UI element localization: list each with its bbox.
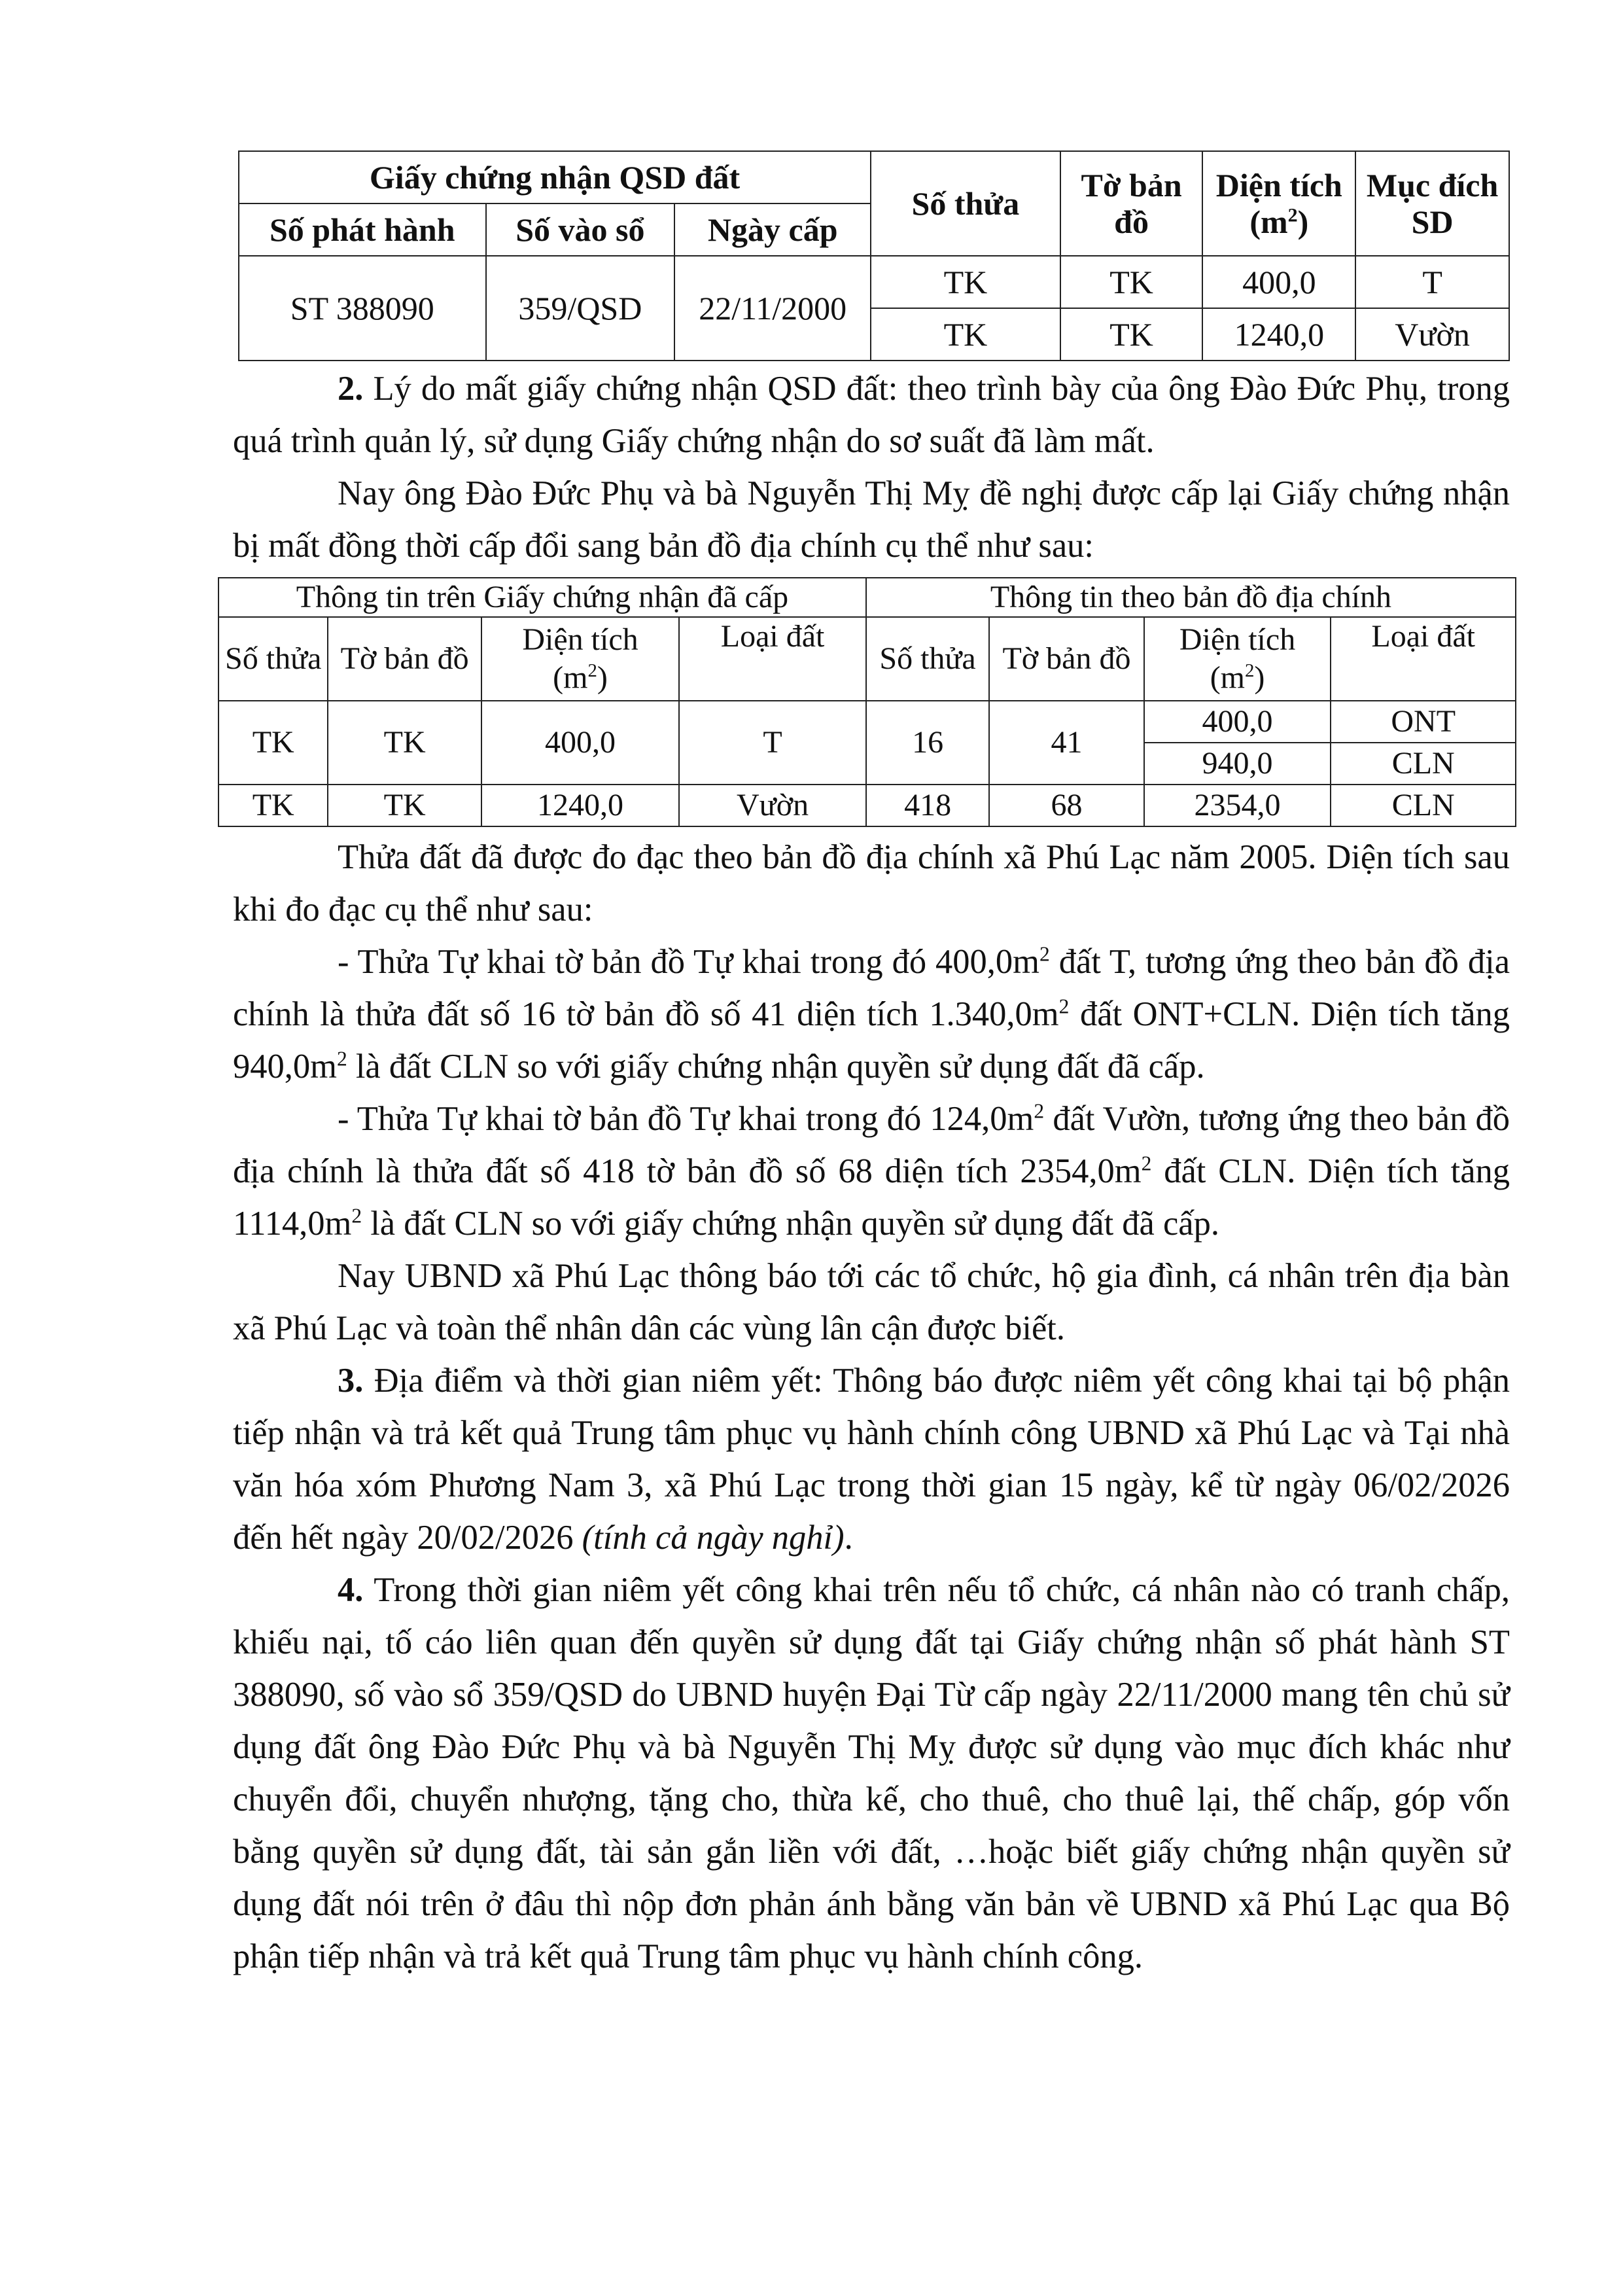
unit-sup: 2 [587,660,597,681]
table-cell: T [1355,256,1509,308]
table-cell: 16 [866,701,989,785]
col-dien-tich-label: Diện tích [1179,622,1296,657]
table-cell: CLN [1331,785,1516,826]
bullet-2-text-d: là đất CLN so với giấy chứng nhận quyền sử dụng đất đã cấp. [362,1205,1219,1243]
bullet-2-text-a: - Thửa Tự khai tờ bản đồ Tự khai trong đó 124,0m [338,1100,1034,1138]
table-cell: TK [328,785,481,826]
table-cell: TK [218,785,328,826]
col-dien-tich-label: Diện tích [1215,167,1342,203]
so-vao-so-value: 359/QSD [486,256,675,361]
document-page [225,150,1510,1983]
col-so-vao-so: Số vào sổ [486,203,675,256]
paragraph-4 [233,1564,1510,1983]
sup-2: 2 [1039,942,1050,966]
certificate-table [238,150,1510,361]
unit-pre: (m [553,660,588,695]
unit-post: ) [1254,660,1265,695]
table-cell: Vườn [1355,308,1509,361]
sup-2: 2 [1058,995,1070,1018]
bullet-1-text-c: đất ONT+CLN. Diện tích tăng 940,0m [233,995,1510,1086]
paragraph-4-text: Trong thời gian niêm yết công khai trên nếu tổ chức, cá nhân nào có tranh chấp, khiếu nại, tố cáo liên quan đến quyền sử dụng đất tại Giấy chứng nhận số phát hành ST 388090, số vào sổ 359/QSD do UBND huyện Đại Từ cấp ngày 22/11/2000 mang tên chủ sử dụng đất ông Đào Đức Phụ và bà Nguyễn Thị Mỵ được sử dụng vào mục đích khác như chuyển đổi, chuyển nhượng, tặng cho, thừa kế, cho thuê, cho thuê lại, thế chấp, góp vốn bằng quyền sử dụng đất, tài sản gắn liền với đất, …hoặc biết giấy chứng nhận quyền sử dụng đất nói trên ở đâu thì nộp đơn phản ánh bằng văn bản về UBND xã Phú Lạc qua Bộ phận tiếp nhận và trả kết quả Trung tâm phục vụ hành chính công. [233,1571,1510,1975]
col-loai-dat: Loại đất [679,617,866,701]
group-certificate-info: Thông tin trên Giấy chứng nhận đã cấp [218,578,866,617]
unit-sup: 2 [1245,660,1255,681]
unit-sup: 2 [1287,204,1298,226]
paragraph-survey: Thửa đất đã được đo đạc theo bản đồ địa chính xã Phú Lạc năm 2005. Diện tích sau khi đo đạc cụ thể như sau: [233,838,1510,928]
table-cell: ONT [1331,701,1516,743]
col-dien-tich [1202,151,1355,256]
col-bd-to-ban-do: Tờ bản đồ [989,617,1143,701]
table-cell: TK [871,256,1060,308]
paragraph-3 [233,1354,1510,1564]
bullet-1 [233,936,1510,1093]
paragraph-3-italic: (tính cả ngày nghỉ) [582,1519,845,1557]
table-cell: TK [1060,308,1203,361]
certificate-group-header: Giấy chứng nhận QSD đất [239,151,871,203]
col-to-ban-do: Tờ bản đồ [1060,151,1203,256]
paragraph-request: Nay ông Đào Đức Phụ và bà Nguyễn Thị Mỵ đề nghị được cấp lại Giấy chứng nhận bị mất đồng thời cấp đổi sang bản đồ địa chính cụ thể như sau: [233,474,1510,565]
table-cell: 1240,0 [481,785,679,826]
col-ngay-cap: Ngày cấp [674,203,871,256]
ngay-cap-value: 22/11/2000 [674,256,871,361]
cadastral-table [218,577,1516,827]
so-phat-hanh-value: ST 388090 [239,256,486,361]
paragraph-4-number: 4. [338,1571,364,1609]
col-bd-loai-dat: Loại đất [1331,617,1516,701]
sup-2: 2 [336,1047,347,1070]
group-cadastral-info: Thông tin theo bản đồ địa chính [866,578,1516,617]
col-to-ban-do: Tờ bản đồ [328,617,481,701]
col-muc-dich: Mục đích SD [1355,151,1509,256]
paragraph-3-end: . [844,1519,853,1557]
table-cell: CLN [1331,743,1516,785]
unit-pre: (m [1249,203,1288,240]
bullet-1-text-a: - Thửa Tự khai tờ bản đồ Tự khai trong đó 400,0m [338,943,1040,981]
col-so-thua: Số thửa [218,617,328,701]
sup-2: 2 [351,1204,362,1227]
table-cell: 2354,0 [1144,785,1331,826]
table-cell: TK [871,308,1060,361]
col-dien-tich-label: Diện tích [522,622,638,657]
table-cell: 68 [989,785,1143,826]
table-cell: TK [328,701,481,785]
col-so-thua: Số thửa [871,151,1060,256]
paragraph-3-text: Địa điểm và thời gian niêm yết: Thông báo được niêm yết công khai tại bộ phận tiếp nhận và trả kết quả Trung tâm phục vụ hành chính công UBND xã Phú Lạc và Tại nhà văn hóa xóm Phương Nam 3, xã Phú Lạc trong thời gian 15 ngày, kể từ ngày 06/02/2026 đến hết ngày 20/02/2026 [233,1362,1510,1557]
table-cell: 418 [866,785,989,826]
sup-2: 2 [1034,1099,1045,1123]
table-cell: 400,0 [1202,256,1355,308]
table-row [239,256,1509,308]
bullet-2-text-c: đất CLN. Diện tích tăng 1114,0m [233,1152,1510,1243]
table-cell: T [679,701,866,785]
col-so-phat-hanh: Số phát hành [239,203,486,256]
unit-pre: (m [1210,660,1246,695]
table-row [218,785,1516,826]
table-cell: 400,0 [481,701,679,785]
bullet-2 [233,1093,1510,1250]
paragraph-notice: Nay UBND xã Phú Lạc thông báo tới các tổ chức, hộ gia đình, cá nhân trên địa bàn xã Phú Lạc và toàn thể nhân dân các vùng lân cận được biết. [233,1257,1510,1347]
bullet-2-text-b: đất Vườn, tương ứng theo bản đồ địa chính là thửa đất số 418 tờ bản đồ số 68 diện tích 2354,0m [233,1100,1510,1190]
table-cell: 400,0 [1144,701,1331,743]
table-cell: Vườn [679,785,866,826]
unit-post: ) [597,660,608,695]
table-cell: 1240,0 [1202,308,1355,361]
sup-2: 2 [1141,1152,1152,1175]
paragraph-2-text: Lý do mất giấy chứng nhận QSD đất: theo trình bày của ông Đào Đức Phụ, trong quá trình quản lý, sử dụng Giấy chứng nhận do sơ suất đã làm mất. [233,370,1510,460]
table-cell: 940,0 [1144,743,1331,785]
col-dien-tich [481,617,679,701]
unit-post: ) [1297,203,1309,240]
paragraph-2 [233,362,1510,467]
bullet-1-text-b: đất T, tương ứng theo bản đồ địa chính là thửa đất số 16 tờ bản đồ số 41 diện tích 1.340,0m [233,943,1510,1033]
table-cell: TK [1060,256,1203,308]
paragraph-3-number: 3. [338,1362,364,1400]
table-cell: 41 [989,701,1143,785]
bullet-1-text-d: là đất CLN so với giấy chứng nhận quyền sử dụng đất đã cấp. [347,1048,1205,1086]
paragraph-2-number: 2. [338,370,364,408]
table-row [218,701,1516,743]
col-bd-so-thua: Số thửa [866,617,989,701]
table-cell: TK [218,701,328,785]
col-bd-dien-tich [1144,617,1331,701]
